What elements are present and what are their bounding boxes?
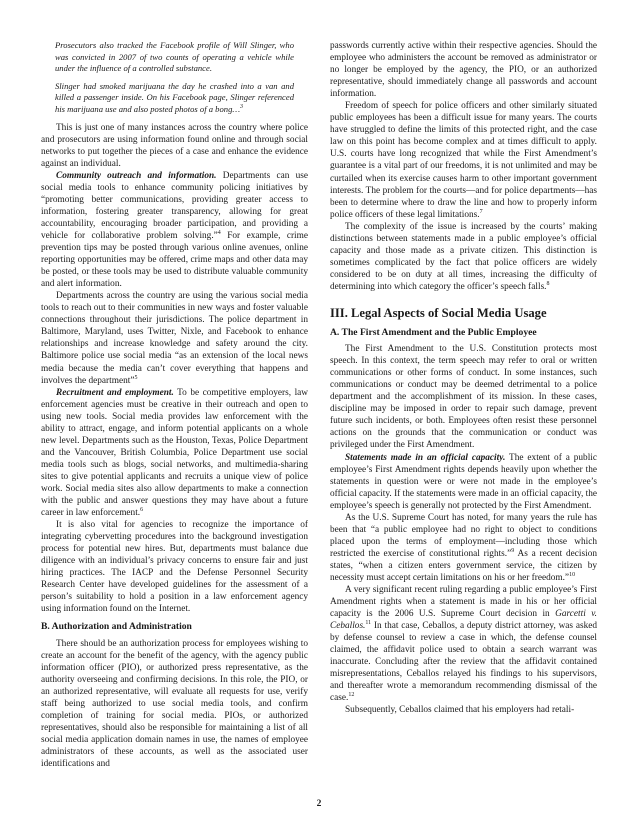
paragraph: A very significant recent ruling regarding a public employee’s First Amendment rights when a statement is made in his or her official capacity is the 2006 U.S. Supreme Court decision in Garcetti v. Ceballos.$^{11}$ In that case, Ceballos, a deputy district attorney, was asked by defense counsel to review a case in which, the defense counsel claimed, the affidavit police used to obtain a search warrant was inaccurate. Concluding after the review that the affidavit contained misrepresentations, Ceballos relayed his findings to his supervisors, and thereafter wrote a memorandum recommending dismissal of the case.$^{12}$ xyxy=(330,585,597,704)
block-quote: Slinger had smoked marijuana the day he crashed into a van and killed a passenger inside. On his Facebook page, Slinger referenced his marijuana use and also posted photos of a bong…$^3$ xyxy=(55,80,294,114)
paragraph: Departments across the country are using the various social media tools to reach out to their communities in new ways and foster valuable connections throughout their jurisdictions. The police department in Baltimore, Maryland, uses Twitter, Nixle, and Facebook to enhance relationships and increase knowledge and safety around the city. Baltimore police use social media “as an extension of the local news media because the media can’t cover everything that happens and involves the department”$^5$ xyxy=(41,291,308,386)
paragraph: Subsequently, Ceballos claimed that his employers had retali- xyxy=(345,705,575,716)
paragraph: Community outreach and information. Departments can use social media tools to enhance community policing initiatives by “promoting better communications, providing greater access to information, fostering greater transparency, allowing for great accountability, encouraging broader participation, and providing a vehicle for collaborative problem solving.”$^4$ For example, crime prevention tips may be posted through various online avenues, online reporting opportunities may be offered, crime maps and other data may be posted, or these tools may be used to distribute valuable community and alert information. xyxy=(41,170,308,290)
section-heading-iii: III. Legal Aspects of Social Media Usage xyxy=(330,305,547,320)
paragraph: The First Amendment to the U.S. Constitution protects most speech. In this context, the term speech may refer to oral or written communications or other forms of conduct. In some instances, such communications or conduct may be deemed detrimental to a police department and the accomplishment of its mission. In these cases, discipline may be imposed in order to repair such damage, prevent future such incidents, or both. Employees often resist these personnel actions on the grounds that the communication or conduct was privileged under the First Amendment. xyxy=(330,344,597,451)
paragraph: Freedom of speech for police officers and other similarly situated public employees has been a difficult issue for many years. The courts have struggled to define the limits of this protected right, and the case law on this point has become complex and at times difficult to apply. U.S. courts have long recognized that while the First Amendment’s guarantee is a vital part of our freedoms, it is not unlimited and may be curtailed when its exercise causes harm to other important government interests. The problem for the courts—and for police departments—has been to determine where to draw the line and how to properly inform police officers of these legal limitations.$^7$ xyxy=(330,101,597,220)
paragraph: There should be an authorization process for employees wishing to create an account for the benefit of the agency, with the agency public information officer (PIO), or authorized press representative, as the authority overseeing and confirming decisions. In this role, the PIO, or an authorized representative, will evaluate all requests for use, verify staff being authorized to use social media tools, and confirm completion of training for social media. PIOs, or authorized representatives, should also be responsible for maintaining a list of all social media application domain names in use, the names of employee administrators of these accounts, as well as the associated user identifications and xyxy=(41,638,308,769)
paragraph: It is also vital for agencies to recognize the importance of integrating cybervetting procedures into the background investigation process for potential new hires. But, departments must balance due diligence with an individual’s privacy concerns to ensure fair and just hiring practices. The IACP and the Defense Personnel Security Research Center have developed guidelines for the assessment of a person’s suitability to hold a position in a law enforcement agency using information found on the Internet. xyxy=(41,520,308,615)
left-column xyxy=(41,40,308,770)
paragraph: passwords currently active within their respective agencies. Should the employee who administers the account be removed as administrator or no longer be employed by the agency, the PIO, or an authorized representative, should immediately change all passwords and account information. xyxy=(330,41,597,100)
block-quote: Prosecutors also tracked the Facebook profile of Will Slinger, who was convicted in 2007 of two counts of operating a vehicle while under the influence of a controlled substance. xyxy=(55,40,294,74)
paragraph: This is just one of many instances across the country where police and prosecutors are using information found online and through social networks to put together the pieces of a case and enhance the evidence against an individual. xyxy=(41,122,308,169)
section-heading-a: A. The First Amendment and the Public Employee xyxy=(330,327,537,339)
paragraph: As the U.S. Supreme Court has noted, for many years the rule has been that “a public employee had no right to object to conditions placed upon the terms of employment—including those which restricted the exercise of constitutional rights.”$^9$ As a recent decision states, “when a citizen enters government service, the citizen by necessity must accept certain limitations on his or her freedom.”$^{10}$ xyxy=(330,512,598,583)
right-column xyxy=(330,40,597,717)
section-heading-b: B. Authorization and Administration xyxy=(41,621,192,633)
paragraph: Recruitment and employment. To be competitive employers, law enforcement agencies must be creative in their outreach and open to using new tools. Social media provides law enforcement with the ability to attract, engage, and inform potential applicants on a whole new level. Departments such as the Houston, Texas, Police Department and the Vancouver, British Columbia, Police Department use social media tools such as blogs, social networks, and multimedia-sharing sites to give potential applicants and recruits a unique view of police work. Social media sites also allow departments to make a connection with the public and answer questions they may have about a future career in law enforcement.$^6$ xyxy=(41,387,308,519)
paragraph: The complexity of the issue is increased by the courts’ making distinctions between statements made in a public employee’s official capacity and those made as a private citizen. This distinction is sometimes complicated by the fact that police officers are widely considered to be on duty at all times, increasing the difficulty of determining into which category the officer’s speech falls.$^8$ xyxy=(330,221,597,292)
paragraph: Statements made in an official capacity. The extent of a public employee’s First Amendment rights depends heavily upon whether the statements in question were or were not made in the employee’s official capacity. If the statements were made in an official capacity, the employee’s speech is generally not protected by the First Amendment. xyxy=(330,452,597,511)
page-number: 2 xyxy=(316,799,322,809)
